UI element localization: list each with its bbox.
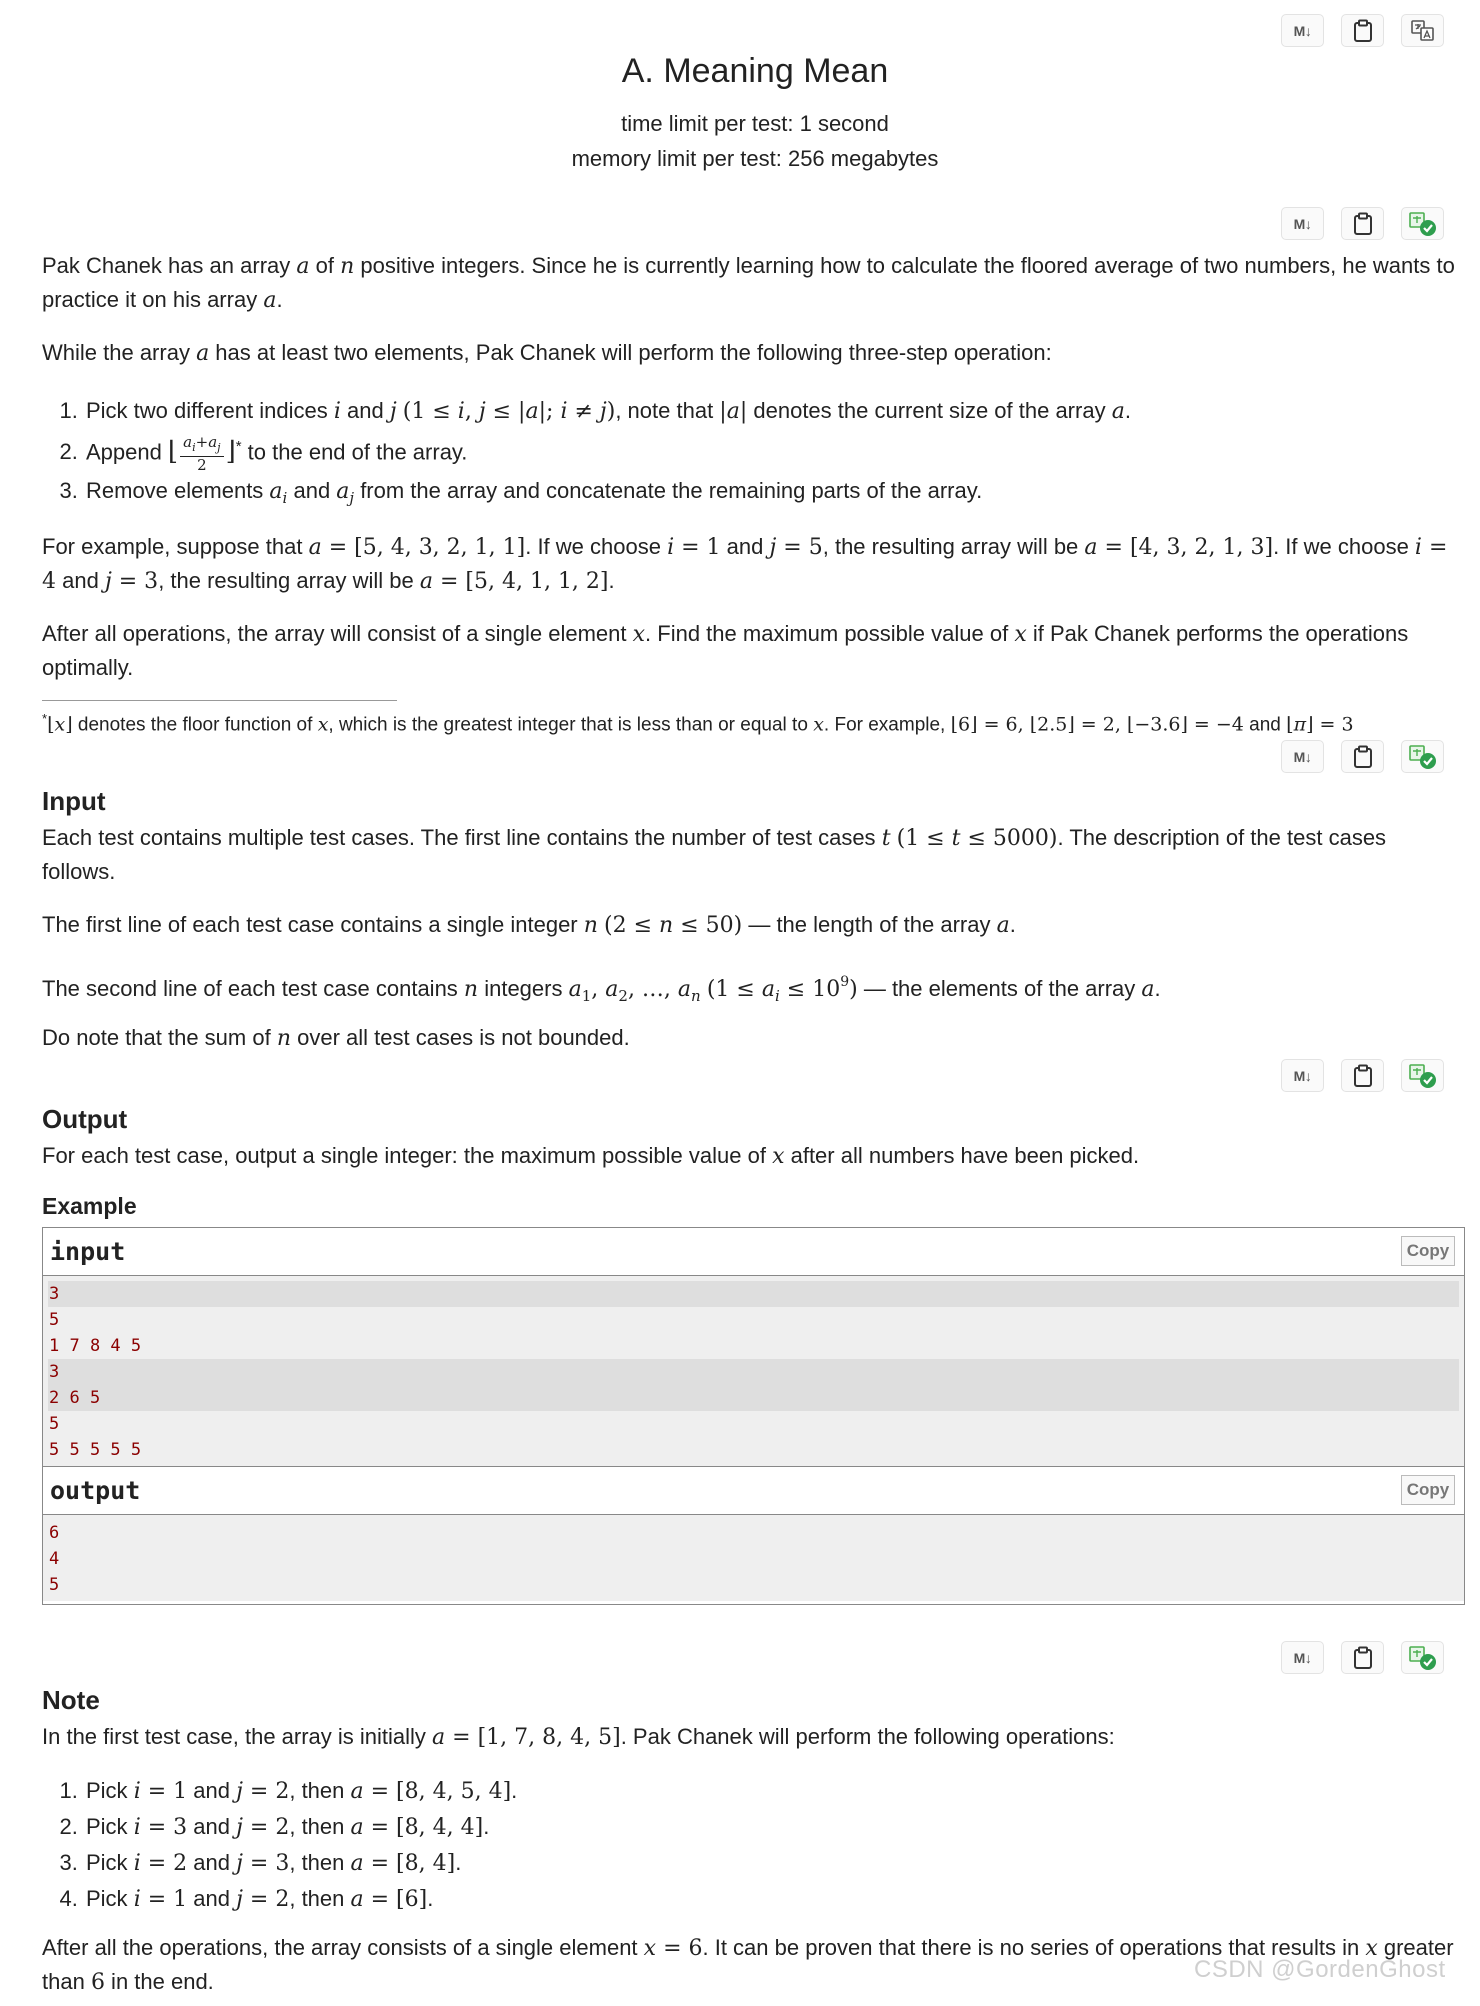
sample-input-line: 2 6 5 (48, 1385, 1459, 1411)
step-2: 2. Append ⌊ $\frac{a_i+a_j}{2}$ ⌋* to the end of the array. (84, 429, 1480, 473)
input-toolbar (1281, 740, 1444, 773)
sample-output-header (43, 1467, 1464, 1515)
sample-output-line: 4 (49, 1549, 60, 1569)
translated-check-button[interactable] (1401, 1641, 1444, 1674)
sample-input-header (43, 1228, 1464, 1276)
sample-input-body (43, 1276, 1464, 1467)
markdown-button[interactable] (1281, 1059, 1324, 1092)
sample-input-line: 3 (48, 1359, 1459, 1385)
sample-output-line: 5 (49, 1575, 60, 1595)
memory-limit: memory limit per test: 256 megabytes (571, 146, 939, 171)
markdown-button[interactable] (1281, 1641, 1324, 1674)
note-operations (42, 1773, 1480, 1917)
sample-output-body (43, 1515, 1464, 1601)
copy-input-button[interactable]: Copy (1401, 1236, 1455, 1266)
step-1: 1. Pick two different indices i and j (1 ≤ i, j ≤ |a|; i ≠ j), note that |a| denotes the current size of the array a. (84, 393, 1480, 429)
translated-check-button[interactable] (1401, 207, 1444, 240)
output-section-title: Output (42, 1104, 128, 1134)
markdown-button[interactable] (1281, 207, 1324, 240)
input-paragraph-1: Each test contains multiple test cases. The first line contains the number of test cases t (1 ≤ t ≤ 5000). The description of the test cases follows. (42, 825, 1387, 884)
output-paragraph: For each test case, output a single integer: the maximum possible value of x after all numbers have been picked. (42, 1143, 1140, 1169)
example-title: Example (42, 1193, 137, 1219)
clipboard-icon (1352, 745, 1374, 769)
note-op: 4. Pick i = 1 and j = 2, then a = [6]. (84, 1881, 1480, 1917)
note-paragraph-2: After all the operations, the array consists of a single element x = 6. It can be proven that there is no series of operations that results in x greater than 6 in the end. (42, 1935, 1454, 1995)
copy-clipboard-button[interactable] (1341, 1641, 1384, 1674)
time-limit: time limit per test: 1 second (621, 111, 889, 136)
copy-clipboard-button[interactable] (1341, 740, 1384, 773)
sample-output-line: 6 (49, 1523, 60, 1543)
note-op: 1. Pick i = 1 and j = 2, then a = [8, 4, 5, 4]. (84, 1773, 1480, 1809)
markdown-icon: M↓ (1293, 215, 1312, 232)
copy-clipboard-button[interactable] (1341, 1059, 1384, 1092)
note-op: 2. Pick i = 3 and j = 2, then a = [8, 4, 4]. (84, 1809, 1480, 1845)
copy-clipboard-button[interactable] (1341, 207, 1384, 240)
translated-check-button[interactable] (1401, 740, 1444, 773)
markdown-icon: M↓ (1293, 1649, 1312, 1666)
legend-paragraph-1: Pak Chanek has an array a of n positive integers. Since he is currently learning how to calculate the floored average of two numbers, he wants to practice it on his array a. (42, 253, 1455, 313)
sample-input-line: 5 (49, 1310, 60, 1330)
markdown-icon: M↓ (1293, 1067, 1312, 1084)
header-toolbar (1281, 14, 1444, 47)
input-paragraph-2: The first line of each test case contains a single integer n (2 ≤ n ≤ 50) — the length of the array a. (42, 912, 1016, 938)
copy-output-button[interactable]: Copy (1401, 1475, 1455, 1505)
step-3: 3. Remove elements $a_i$ and $a_j$ from the array and concatenate the remaining parts of the array. (84, 473, 1480, 516)
note-section-title: Note (42, 1685, 100, 1715)
input-section-title: Input (42, 786, 106, 816)
translate-button[interactable] (1401, 14, 1444, 47)
note-paragraph-1: In the first test case, the array is initially a = [1, 7, 8, 4, 5]. Pak Chanek will perform the following operations: (42, 1724, 1115, 1750)
sample-output-label: output (50, 1476, 141, 1505)
legend-paragraph-2: While the array a has at least two elements, Pak Chanek will perform the following three-step operation: (42, 340, 1052, 366)
operation-steps (42, 393, 1480, 516)
output-toolbar (1281, 1059, 1444, 1092)
sample-input-line: 3 (48, 1281, 1459, 1307)
translate-icon (1410, 19, 1436, 43)
footnote-divider (42, 700, 397, 701)
markdown-icon: M↓ (1293, 22, 1312, 39)
input-paragraph-4: Do note that the sum of n over all test cases is not bounded. (42, 1025, 630, 1051)
watermark: CSDN @GordenGhost (1194, 1956, 1446, 1983)
legend-toolbar (1281, 207, 1444, 240)
sample-tests (42, 1227, 1465, 1605)
sample-input-label: input (50, 1237, 126, 1266)
translated-check-icon (1408, 1645, 1438, 1671)
clipboard-icon (1352, 19, 1374, 43)
sample-input-line: 1 7 8 4 5 (49, 1336, 142, 1356)
sample-input-line: 5 5 5 5 5 (49, 1440, 142, 1460)
translated-check-icon (1408, 1063, 1438, 1089)
markdown-button[interactable] (1281, 740, 1324, 773)
legend-example-paragraph: For example, suppose that a = [5, 4, 3, 2, 1, 1]. If we choose i = 1 and j = 5, the resulting array will be a = [4, 3, 2, 1, 3]. If we choose i = 4 and j = 3, the resulting array will be a = [5, 4, 1, 1, 2]. (42, 534, 1448, 594)
clipboard-icon (1352, 212, 1374, 236)
clipboard-icon (1352, 1646, 1374, 1670)
translated-check-button[interactable] (1401, 1059, 1444, 1092)
markdown-button[interactable] (1281, 14, 1324, 47)
markdown-icon: M↓ (1293, 748, 1312, 765)
translated-check-icon (1408, 744, 1438, 770)
translated-check-icon (1408, 211, 1438, 237)
sample-input-line: 5 (49, 1414, 60, 1434)
legend-paragraph-4: After all operations, the array will consist of a single element x. Find the maximum possible value of x if Pak Chanek performs the operations optimally. (42, 621, 1409, 680)
note-op: 3. Pick i = 2 and j = 3, then a = [8, 4]. (84, 1845, 1480, 1881)
problem-title: A. Meaning Mean (621, 52, 889, 90)
input-paragraph-3: The second line of each test case contains n integers $a_1$, $a_2$, …, $a_n$ $(1 \le a_i \le 10^9)$ — the elements of the array a. (42, 974, 1161, 1005)
footnote: *⌊x⌋ denotes the floor function of x, which is the greatest integer that is less than or equal to x. For example, ⌊6⌋ = 6, ⌊2.5⌋ = 2, ⌊−3.6⌋ = −4 and ⌊π⌋ = 3 (42, 711, 1354, 736)
copy-clipboard-button[interactable] (1341, 14, 1384, 47)
clipboard-icon (1352, 1064, 1374, 1088)
note-toolbar (1281, 1641, 1444, 1674)
